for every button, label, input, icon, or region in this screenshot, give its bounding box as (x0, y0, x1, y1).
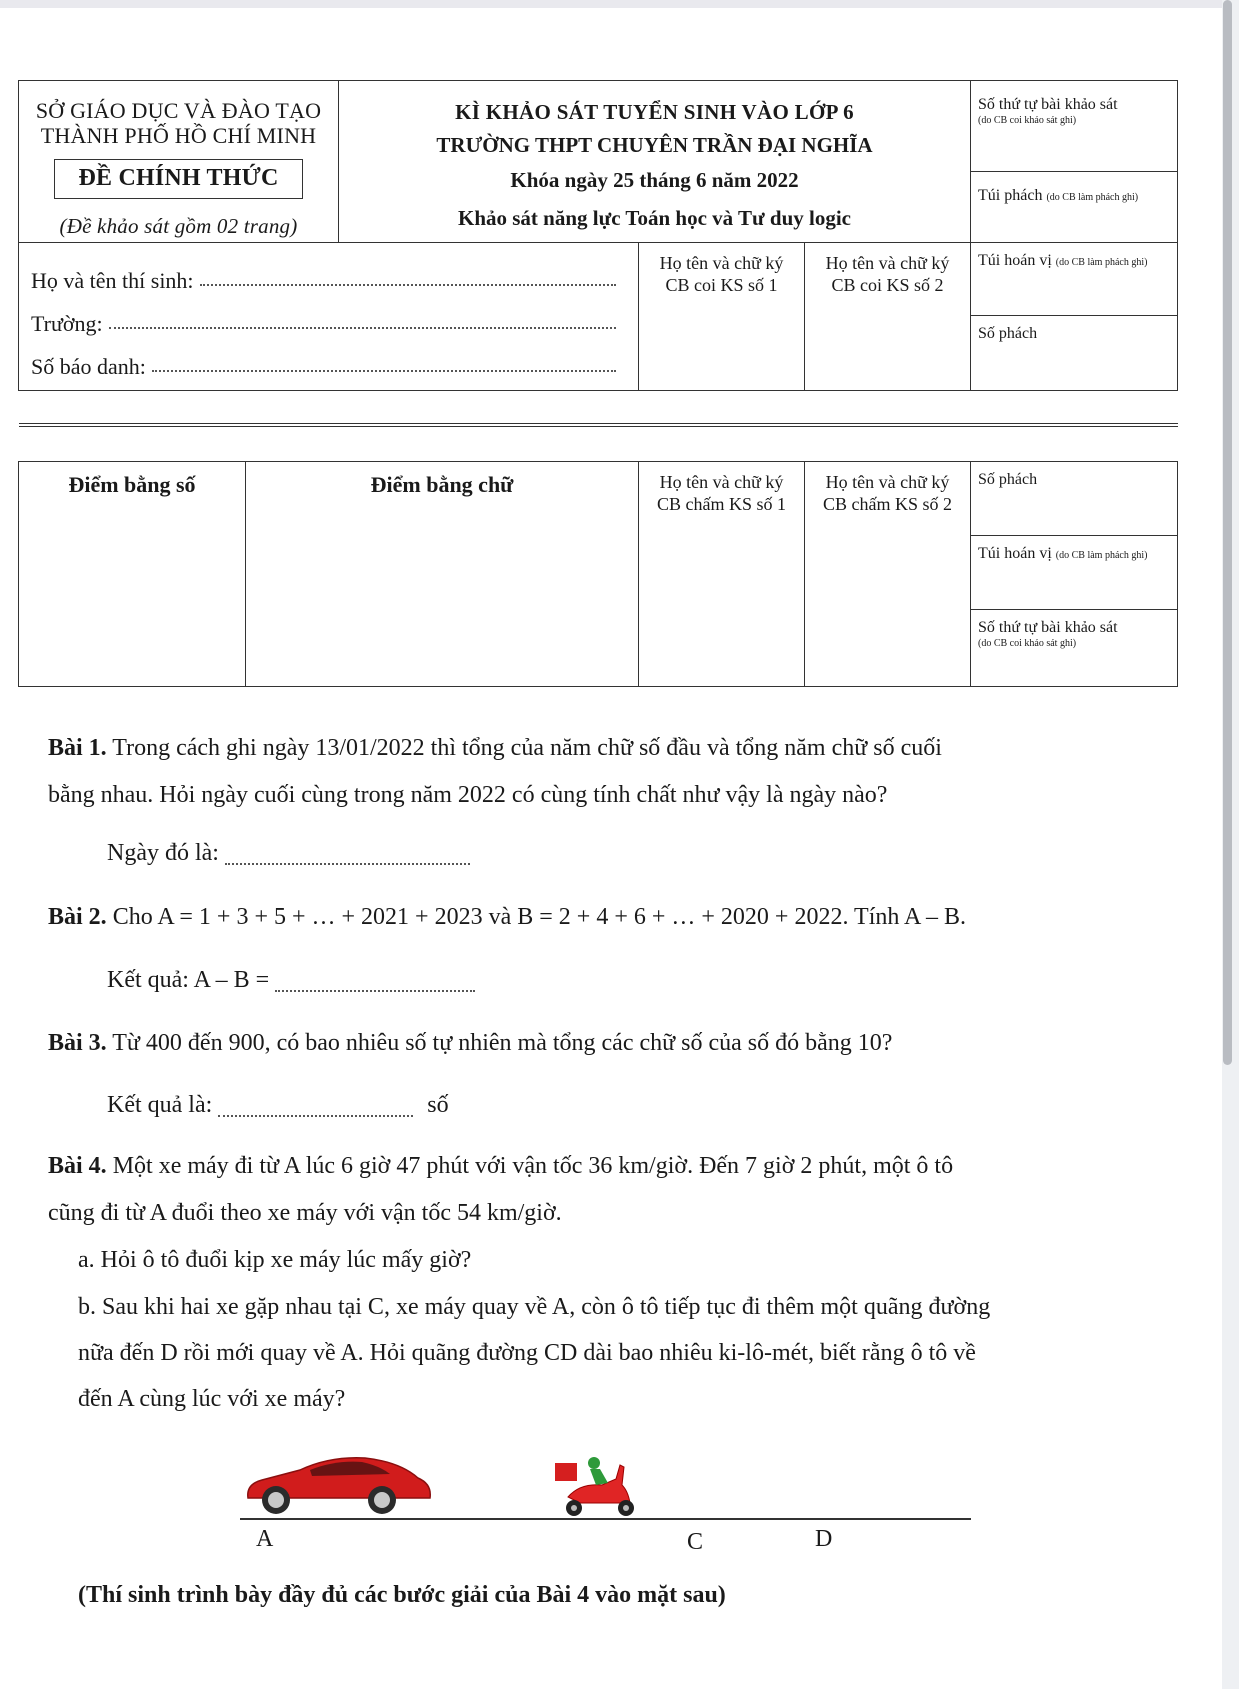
separator-gap (19, 425, 1178, 461)
b4-part-b2: nữa đến D rồi mới quay về A. Hỏi quãng đường CD dài bao nhiêu ki-lô-mét, biết rằng ô tô về (78, 1340, 976, 1366)
grader2-line1: Họ tên và chữ ký (825, 471, 950, 492)
student-name-label: Họ và tên thí sinh: (31, 267, 194, 293)
order-number-label: Số thứ tự bài khảo sát (978, 96, 1118, 113)
b2-answer-label: Kết quả: A – B = (107, 967, 270, 993)
score-swap-box (971, 536, 1178, 610)
b4-part-b3: đến A cùng lúc với xe máy? (78, 1386, 346, 1412)
b2-answer-field[interactable] (275, 970, 475, 992)
student-name-field[interactable] (200, 272, 616, 286)
exam-title-cell (339, 81, 971, 243)
grader1-line1: Họ tên và chữ ký (659, 471, 784, 492)
grader1-signature-cell (639, 461, 805, 686)
student-school-label: Trường: (31, 310, 103, 336)
exam-header-table (18, 80, 1178, 687)
b4-text2: cũng đi từ A đuổi theo xe máy với vận tốc 54 km/giờ. (48, 1200, 562, 1226)
proctor1-line2: CB coi KS số 1 (665, 274, 778, 295)
exam-date: Khóa ngày 25 tháng 6 năm 2022 (510, 168, 799, 192)
student-info-cell (19, 242, 639, 390)
org-line-1: SỞ GIÁO DỤC VÀ ĐÀO TẠO (35, 98, 322, 123)
b3-answer-line[interactable] (107, 1090, 449, 1120)
b1-text1: Trong cách ghi ngày 13/01/2022 thì tổng của năm chữ số đầu và tổng năm chữ số cuối (106, 735, 942, 761)
b2-line (48, 902, 966, 932)
score-swap-label: Túi hoán vị (978, 545, 1052, 563)
b1-text2: bằng nhau. Hỏi ngày cuối cùng trong năm 2022 có cùng tính chất như vậy là ngày nào? (48, 782, 888, 808)
bag-box (971, 171, 1178, 242)
order-number-note: (do CB coi khảo sát ghi) (978, 115, 1077, 126)
bag-label: Túi phách (978, 186, 1043, 204)
b3-title: Bài 3. (48, 1030, 107, 1056)
b2-text: Cho A = 1 + 3 + 5 + … + 2021 + 2023 và B = 2 + 4 + 6 + … + 2020 + 2022. Tính A – B. (106, 904, 967, 930)
b1-title: Bài 1. (48, 735, 107, 761)
footer-note: (Thí sinh trình bày đầy đủ các bước giải của Bài 4 vào mặt sau) (78, 1582, 726, 1608)
score-code-label: Số phách (978, 470, 1038, 488)
code-label: Số phách (978, 325, 1038, 343)
b3-line (48, 1028, 892, 1058)
school-name: TRƯỜNG THPT CHUYÊN TRẦN ĐẠI NGHĨA (436, 133, 873, 157)
score-swap-note: (do CB làm phách ghi) (1055, 550, 1148, 562)
student-id-line[interactable] (31, 337, 638, 380)
proctor2-signature-cell (805, 242, 971, 390)
b2-title: Bài 2. (48, 904, 107, 930)
point-a-label: A (256, 1526, 274, 1552)
score-words-label: Điểm bằng chữ (370, 471, 514, 497)
proctor1-signature-cell (639, 242, 805, 390)
b3-unit: số (427, 1092, 449, 1118)
separator-band (19, 391, 1178, 425)
b1-answer-label: Ngày đó là: (107, 840, 219, 866)
score-order-box (971, 610, 1178, 687)
point-d-label: D (815, 1526, 833, 1552)
point-c-label: C (687, 1529, 704, 1555)
score-order-note: (do CB coi khảo sát ghi) (978, 638, 1077, 650)
score-words-cell (246, 461, 639, 686)
swap-bag-box (971, 242, 1178, 316)
b4-part-b1: b. Sau khi hai xe gặp nhau tại C, xe máy quay về A, còn ô tô tiếp tục đi thêm một quãng đường (78, 1294, 991, 1320)
b3-answer-field[interactable] (218, 1095, 413, 1117)
swap-bag-label: Túi hoán vị (978, 251, 1052, 269)
proctor2-line2: CB coi KS số 2 (831, 274, 944, 295)
grader1-line2: CB chấm KS số 1 (657, 493, 787, 514)
road-line (240, 1518, 971, 1520)
b4-text1: Một xe máy đi từ A lúc 6 giờ 47 phút với vận tốc 36 km/giờ. Đến 7 giờ 2 phút, một ô tô (106, 1153, 954, 1179)
score-number-cell (19, 461, 246, 686)
b4-part-a: a. Hỏi ô tô đuổi kịp xe máy lúc mấy giờ? (78, 1247, 472, 1273)
motorbike-icon (550, 1445, 640, 1520)
score-number-label: Điểm bằng số (68, 471, 196, 497)
b3-answer-label: Kết quả là: (107, 1092, 213, 1118)
b1-line1 (48, 733, 942, 763)
official-label: ĐỀ CHÍNH THỨC (54, 159, 304, 199)
student-id-label: Số báo danh: (31, 353, 146, 379)
proctor2-line1: Họ tên và chữ ký (825, 252, 950, 273)
b4-line1 (48, 1151, 953, 1181)
organization-cell (19, 81, 339, 243)
pages-note: (Đề khảo sát gồm 02 trang) (59, 214, 298, 238)
student-school-line[interactable] (31, 294, 638, 337)
bag-note: (do CB làm phách ghi) (1046, 191, 1139, 203)
b2-answer-line[interactable] (107, 965, 475, 995)
exam-title: KÌ KHẢO SÁT TUYỂN SINH VÀO LỚP 6 (455, 100, 854, 124)
b1-answer-field[interactable] (225, 843, 470, 865)
b3-text: Từ 400 đến 900, có bao nhiêu số tự nhiên mà tổng các chữ số của số đó bằng 10? (106, 1030, 893, 1056)
score-order-label: Số thứ tự bài khảo sát (978, 619, 1118, 637)
proctor1-line1: Họ tên và chữ ký (659, 252, 784, 273)
b4-title: Bài 4. (48, 1153, 107, 1179)
student-school-field[interactable] (109, 315, 616, 329)
b1-answer-line[interactable] (107, 838, 470, 868)
org-line-2: THÀNH PHỐ HỒ CHÍ MINH (40, 123, 317, 148)
scrollbar-thumb[interactable] (1223, 0, 1232, 1065)
order-number-box (971, 81, 1178, 172)
grader2-signature-cell (805, 461, 971, 686)
code-box (971, 316, 1178, 391)
exam-subject: Khảo sát năng lực Toán học và Tư duy logic (458, 206, 852, 230)
swap-bag-note: (do CB làm phách ghi) (1055, 256, 1148, 268)
student-name-line[interactable] (31, 251, 638, 294)
viewer-top-bar (0, 0, 1239, 8)
red-car-icon (240, 1440, 440, 1520)
student-id-field[interactable] (152, 358, 616, 372)
grader2-line2: CB chấm KS số 2 (823, 493, 953, 514)
score-code-box (971, 461, 1178, 536)
